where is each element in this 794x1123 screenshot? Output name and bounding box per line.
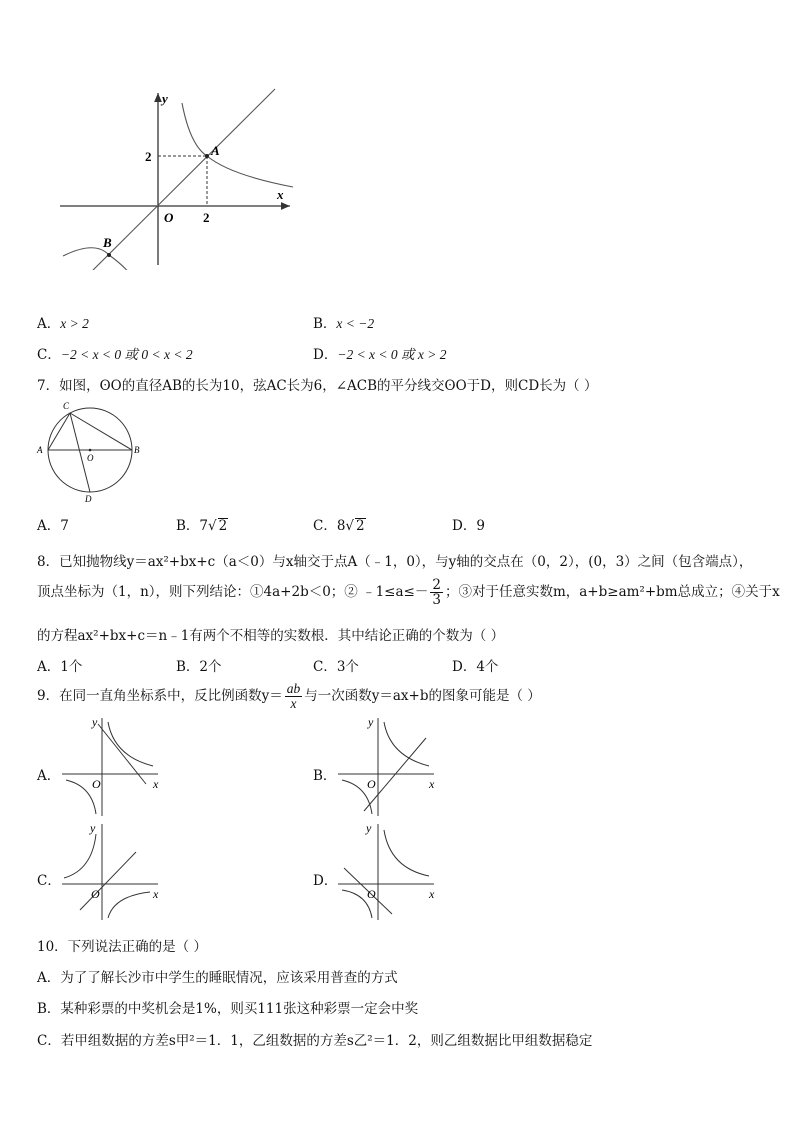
option-text: B．7 [176,518,209,534]
q8-line-3: 的方程ax²+bx+c＝n﹣1有两个不相等的实数根．其中结论正确的个数为（ ） [37,628,505,644]
chord-ac [48,413,70,450]
origin-label: O [367,777,376,791]
x-label: x [153,887,159,901]
q8-line-2 [37,578,780,607]
point-b [107,253,111,257]
fraction-denominator: 3 [432,592,441,609]
q9-graph-d[interactable] [334,822,444,922]
q10-option-c[interactable]: C．若甲组数据的方差s甲²＝1．1，乙组数据的方差s乙²＝1．2，则乙组数据比甲组数据稳定 [37,1033,593,1049]
q7-option-d[interactable]: D．9 [452,518,485,534]
b-label: B [134,445,140,455]
q9-graph-a[interactable] [58,716,168,818]
a-label: A [37,445,43,455]
q7-option-b[interactable] [176,514,228,534]
d-label: D [85,494,92,503]
q10-option-a[interactable]: A．为了了解长沙市中学生的睡眠情况，应该采用普查的方式 [37,970,398,986]
q7-option-c[interactable] [313,514,366,534]
q6-option-c[interactable] [37,343,193,363]
q8-option-a[interactable]: A．1个 [37,659,83,675]
y-label: y [368,716,374,729]
option-math: x < −2 [336,316,375,331]
center-point [89,449,92,452]
option-math: −2 < x < 0 或 0 < x < 2 [60,347,193,362]
a-label: A [211,143,220,158]
q10-stem: 10．下列说法正确的是（ ） [37,939,207,955]
q9-graph-b[interactable] [334,716,444,818]
y-label: y [90,822,96,835]
sqrt-sign: √ [208,518,217,534]
q7-stem: 7．如图，ʘO的直径AB的长为10，弦AC长为6，∠ACB的平分线交ʘO于D，则CD长为（ ） [37,378,598,394]
q6-option-a[interactable] [37,312,89,332]
origin-label: O [367,887,376,901]
y-label: y [366,822,372,835]
origin-label: O [164,210,174,225]
x-tick-2: 2 [203,210,210,225]
q9-option-b-label[interactable]: B． [313,768,337,784]
linear-line [98,724,146,784]
sqrt-sign: √ [345,518,355,534]
c-label: C [63,401,70,411]
x-label: x [277,187,284,202]
q9-stem-b: 与一次函数y＝ax+b的图象可能是（ ） [304,688,541,705]
q8-option-b[interactable]: B．2个 [176,659,222,675]
option-text: C．8 [313,518,346,534]
fraction-ab-over-x [285,682,303,711]
q8-line-2b: ；③对于任意实数m，a+b≥am²+bm总成立；④关于x [444,584,780,601]
q6-graph [55,85,300,270]
hyperbola-q1 [384,722,429,766]
x-label: x [429,887,435,901]
fraction-numerator: ab [286,681,301,696]
q6-option-d[interactable] [313,343,447,363]
q9-option-c-label[interactable]: C． [37,873,61,889]
hyperbola-q1 [108,722,153,766]
x-label: x [153,777,159,791]
origin-label: O [92,777,101,791]
b-label: B [103,235,112,250]
point-a [205,154,209,158]
radicand: 2 [356,518,365,534]
q7-circle-figure [35,398,145,503]
option-math: −2 < x < 0 或 x > 2 [337,347,447,362]
option-letter: B． [313,316,337,332]
hyperbola-branch-1 [182,103,293,187]
y-label: y [162,91,168,106]
q8-option-d[interactable]: D．4个 [452,659,499,675]
q8-line-1: 8．已知抛物线y＝ax²+bx+c（a＜0）与x轴交于点A（﹣1，0），与y轴的交点在（0，2），(0，3）之间（包含端点）， [37,554,753,570]
q9-graph-c[interactable] [58,822,168,922]
q8-option-c[interactable]: C．3个 [313,659,359,675]
hyperbola-q2 [64,834,96,878]
q6-option-b[interactable] [313,312,374,332]
hyperbola-q4 [108,892,150,918]
q10-option-b[interactable]: B．某种彩票的中奖机会是1%，则买111张这种彩票一定会中奖 [37,1001,419,1017]
option-letter: D． [313,347,338,363]
fraction-two-thirds [430,578,443,607]
option-letter: A． [37,316,61,332]
q9-stem-a: 9．在同一直角坐标系中，反比例函数y＝ [37,688,283,705]
fraction-numerator: 2 [432,577,441,593]
y-tick-2: 2 [145,149,152,164]
q9-option-d-label[interactable]: D． [313,873,338,889]
fraction-denominator: x [290,696,297,712]
radicand: 2 [218,518,228,534]
x-label: x [429,777,435,791]
q9-stem [37,682,541,711]
y-label: y [92,716,98,729]
q8-line-2a: 顶点坐标为（1，n），则下列结论：①4a+2b＜0；② ﹣1≤a≤－ [37,584,429,601]
hyperbola-q1 [384,830,429,876]
origin-label: O [91,887,100,901]
option-letter: C． [37,347,61,363]
q7-option-a[interactable]: A．7 [37,518,69,534]
o-label: O [87,453,94,463]
option-math: x > 2 [60,316,89,331]
linear-line [80,852,136,910]
chord-cb [70,413,132,450]
q9-option-a-label[interactable]: A． [37,768,61,784]
